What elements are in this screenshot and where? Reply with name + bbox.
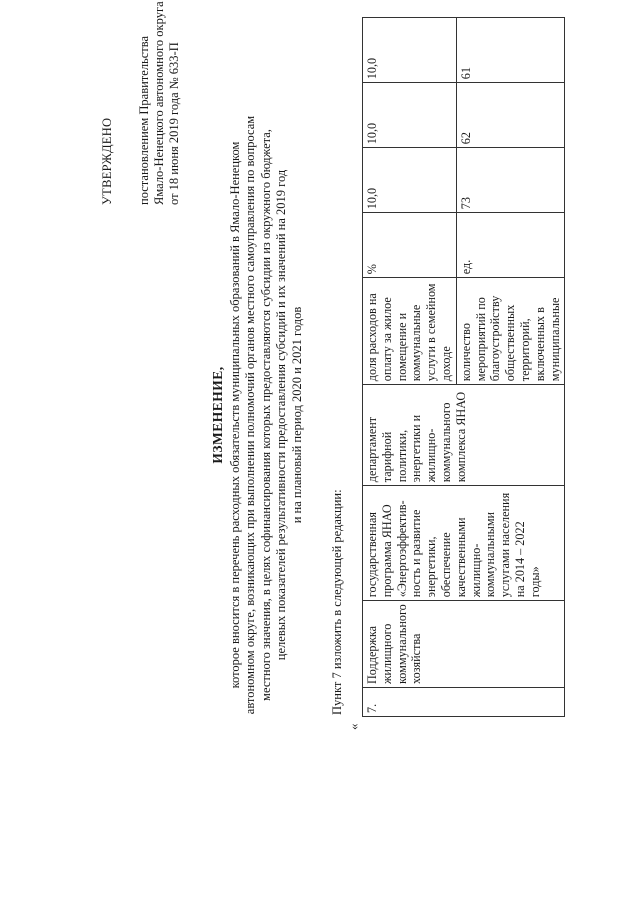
obligation-cell: Поддержка жилищного коммунального хозяйства [363,601,565,688]
row-number: 7. [363,688,565,717]
document-title-block [210,95,305,735]
approval-stamp [100,1,182,205]
value-2020-cell: 62 [456,83,565,148]
intro-text: Пункт 7 изложить в следующей редакции: [330,489,344,715]
value-2019-cell: 10,0 [363,148,457,213]
indicator-unit-cell: % [363,213,457,278]
obligations-table [362,17,565,717]
approval-heading: УТВЕРЖДЕНО [100,117,114,205]
value-2019-cell: 73 [456,148,565,213]
program-cell: государственная программа ЯНАО «Энергоэффектив-ность и развитие энергетики, обеспечение качественными жилищно-коммунальными услугами населения на 2014 – 2022 годы» [363,486,565,601]
subtitle-line-5: и на плановый период 2020 и 2021 годов [289,306,304,524]
approval-line-2: Ямало-Ненецкого автономного округа [152,1,166,205]
approval-line-3: от 18 июня 2019 года № 633-П [167,42,181,205]
value-2021-cell: 10,0 [363,18,457,83]
subtitle-line-4: целевых показателей результативности предоставления субсидий и их значений на 2019 год [274,169,288,661]
indicator-unit-cell: ед. [456,213,565,278]
indicator-name-cell: доля расходов на оплату за жилое помещение и коммунальные услуги в семейном доходе [363,278,457,385]
table-row [363,18,457,717]
document-title: ИЗМЕНЕНИЕ, [210,366,225,464]
department-cell: департамент тарифной политики, энергетики и жилищно-коммунального комплекса ЯНАО [363,385,565,486]
value-2021-cell: 61 [456,18,565,83]
indicator-name-cell: количество мероприятий по благоустройству общественных территорий, включенных в муниципальные [456,278,565,385]
subtitle-line-1: которое вносится в перечень расходных обязательств муниципальных образований в Ямало-Ненецком [227,141,242,689]
value-2020-cell: 10,0 [363,83,457,148]
subtitle-line-3: местного значения, в целях софинансирования которых предоставляются субсидии из окружного бюджета, [258,129,273,701]
subtitle-line-2: автономном округе, возникающих при выполнении полномочий органов местного самоуправления по вопросам [243,115,257,715]
opening-quote: « [346,723,361,730]
approval-line-1: постановлением Правительства [137,35,151,205]
